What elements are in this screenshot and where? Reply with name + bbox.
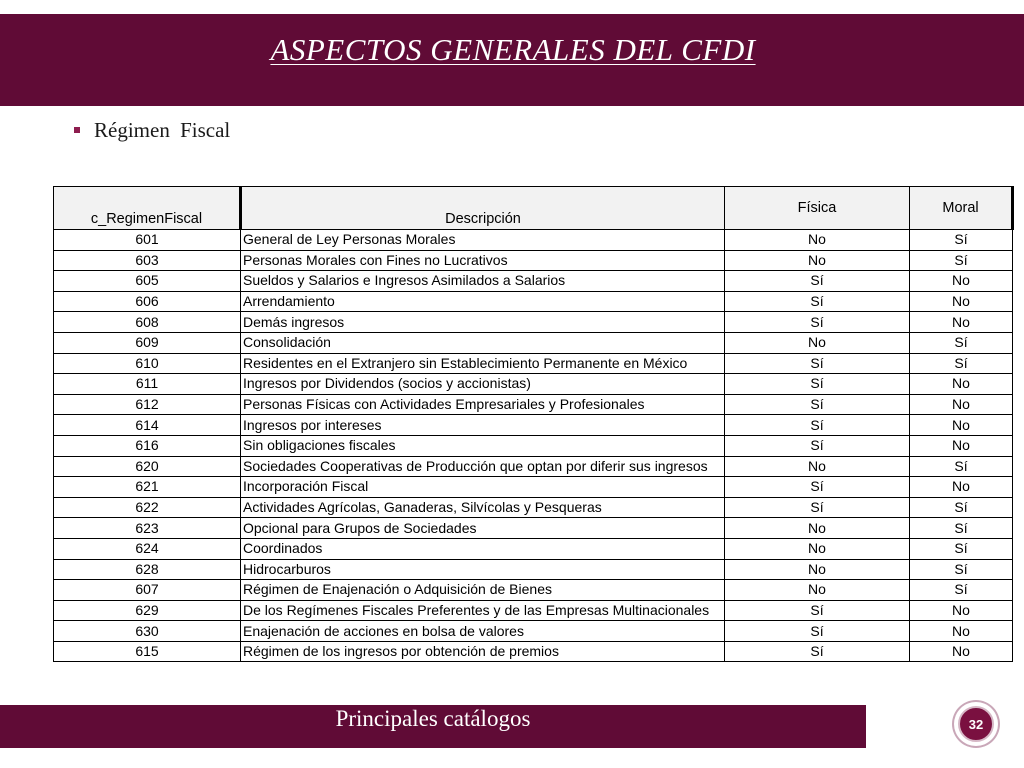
cell-code: 609	[54, 332, 241, 353]
cell-code: 608	[54, 312, 241, 333]
cell-code: 603	[54, 250, 241, 271]
cell-fisica: Sí	[725, 291, 910, 312]
cell-moral: No	[910, 374, 1013, 395]
cell-fisica: No	[725, 580, 910, 601]
page-number: 32	[958, 706, 994, 742]
cell-description: Sin obligaciones fiscales	[241, 435, 725, 456]
cell-code: 610	[54, 353, 241, 374]
cell-code: 615	[54, 641, 241, 662]
table-row	[54, 312, 1013, 333]
section-bullet	[74, 117, 230, 143]
cell-fisica: Sí	[725, 353, 910, 374]
cell-fisica: No	[725, 250, 910, 271]
table-row	[54, 271, 1013, 292]
table-row	[54, 538, 1013, 559]
cell-fisica: No	[725, 230, 910, 251]
cell-moral: No	[910, 435, 1013, 456]
cell-code: 624	[54, 538, 241, 559]
table-row	[54, 518, 1013, 539]
cell-code: 614	[54, 415, 241, 436]
cell-moral: No	[910, 600, 1013, 621]
cell-fisica: No	[725, 559, 910, 580]
cell-fisica: No	[725, 518, 910, 539]
table-row	[54, 291, 1013, 312]
cell-moral: No	[910, 271, 1013, 292]
cell-fisica: Sí	[725, 600, 910, 621]
table-row	[54, 456, 1013, 477]
cell-code: 621	[54, 477, 241, 498]
table-header-row	[54, 187, 1013, 230]
table-row	[54, 415, 1013, 436]
cell-moral: Sí	[910, 580, 1013, 601]
cell-moral: No	[910, 477, 1013, 498]
cell-description: Demás ingresos	[241, 312, 725, 333]
cell-fisica: Sí	[725, 641, 910, 662]
cell-description: Sociedades Cooperativas de Producción que optan por diferir sus ingresos	[241, 456, 725, 477]
table-row	[54, 374, 1013, 395]
table-row	[54, 580, 1013, 601]
cell-moral: No	[910, 394, 1013, 415]
cell-description: Personas Morales con Fines no Lucrativos	[241, 250, 725, 271]
cell-description: Actividades Agrícolas, Ganaderas, Silvícolas y Pesqueras	[241, 497, 725, 518]
table-row	[54, 394, 1013, 415]
cell-moral: Sí	[910, 230, 1013, 251]
table-row	[54, 641, 1013, 662]
cell-moral: Sí	[910, 497, 1013, 518]
table-row	[54, 497, 1013, 518]
cell-code: 605	[54, 271, 241, 292]
regimen-fiscal-table	[53, 186, 1014, 662]
slide-title: ASPECTOS GENERALES DEL CFDI	[270, 32, 756, 67]
cell-moral: No	[910, 641, 1013, 662]
cell-fisica: Sí	[725, 312, 910, 333]
table-row	[54, 600, 1013, 621]
header-moral: Moral	[910, 187, 1013, 230]
section-heading: Régimen Fiscal	[94, 117, 231, 142]
cell-code: 606	[54, 291, 241, 312]
cell-moral: No	[910, 415, 1013, 436]
cell-code: 601	[54, 230, 241, 251]
cell-fisica: Sí	[725, 374, 910, 395]
header-fisica: Física	[725, 187, 910, 230]
table-row	[54, 621, 1013, 642]
cell-description: Enajenación de acciones en bolsa de valores	[241, 621, 725, 642]
cell-code: 628	[54, 559, 241, 580]
header-code: c_RegimenFiscal	[54, 187, 241, 230]
cell-code: 622	[54, 497, 241, 518]
cell-fisica: Sí	[725, 394, 910, 415]
footer-title: Principales catálogos	[335, 706, 531, 731]
cell-description: Ingresos por Dividendos (socios y accionistas)	[241, 374, 725, 395]
cell-moral: Sí	[910, 250, 1013, 271]
cell-description: Ingresos por intereses	[241, 415, 725, 436]
cell-description: Coordinados	[241, 538, 725, 559]
cell-fisica: Sí	[725, 415, 910, 436]
cell-description: De los Regímenes Fiscales Preferentes y de las Empresas Multinacionales	[241, 600, 725, 621]
header-description: Descripción	[241, 187, 725, 230]
cell-moral: No	[910, 291, 1013, 312]
cell-fisica: Sí	[725, 477, 910, 498]
table-row	[54, 435, 1013, 456]
table-body	[54, 230, 1013, 662]
cell-code: 611	[54, 374, 241, 395]
table-row	[54, 250, 1013, 271]
cell-code: 616	[54, 435, 241, 456]
cell-description: Arrendamiento	[241, 291, 725, 312]
cell-fisica: No	[725, 332, 910, 353]
cell-fisica: Sí	[725, 271, 910, 292]
cell-moral: No	[910, 312, 1013, 333]
cell-code: 620	[54, 456, 241, 477]
cell-moral: Sí	[910, 559, 1013, 580]
cell-description: Régimen de los ingresos por obtención de premios	[241, 641, 725, 662]
cell-description: General de Ley Personas Morales	[241, 230, 725, 251]
cell-code: 629	[54, 600, 241, 621]
cell-description: Incorporación Fiscal	[241, 477, 725, 498]
page-number-badge	[954, 702, 998, 746]
cell-moral: Sí	[910, 456, 1013, 477]
table-row	[54, 230, 1013, 251]
cell-code: 630	[54, 621, 241, 642]
table-row	[54, 559, 1013, 580]
cell-fisica: No	[725, 538, 910, 559]
cell-description: Sueldos y Salarios e Ingresos Asimilados a Salarios	[241, 271, 725, 292]
cell-description: Personas Físicas con Actividades Empresariales y Profesionales	[241, 394, 725, 415]
table-row	[54, 353, 1013, 374]
cell-fisica: Sí	[725, 621, 910, 642]
cell-description: Hidrocarburos	[241, 559, 725, 580]
cell-moral: Sí	[910, 332, 1013, 353]
cell-description: Régimen de Enajenación o Adquisición de Bienes	[241, 580, 725, 601]
cell-moral: No	[910, 621, 1013, 642]
table-row	[54, 332, 1013, 353]
cell-moral: Sí	[910, 538, 1013, 559]
cell-code: 612	[54, 394, 241, 415]
square-bullet-icon	[74, 127, 80, 133]
cell-moral: Sí	[910, 518, 1013, 539]
cell-fisica: Sí	[725, 435, 910, 456]
cell-moral: Sí	[910, 353, 1013, 374]
cell-code: 623	[54, 518, 241, 539]
table-row	[54, 477, 1013, 498]
cell-fisica: Sí	[725, 497, 910, 518]
cell-description: Consolidación	[241, 332, 725, 353]
cell-description: Opcional para Grupos de Sociedades	[241, 518, 725, 539]
cell-code: 607	[54, 580, 241, 601]
cell-fisica: No	[725, 456, 910, 477]
cell-description: Residentes en el Extranjero sin Establecimiento Permanente en México	[241, 353, 725, 374]
